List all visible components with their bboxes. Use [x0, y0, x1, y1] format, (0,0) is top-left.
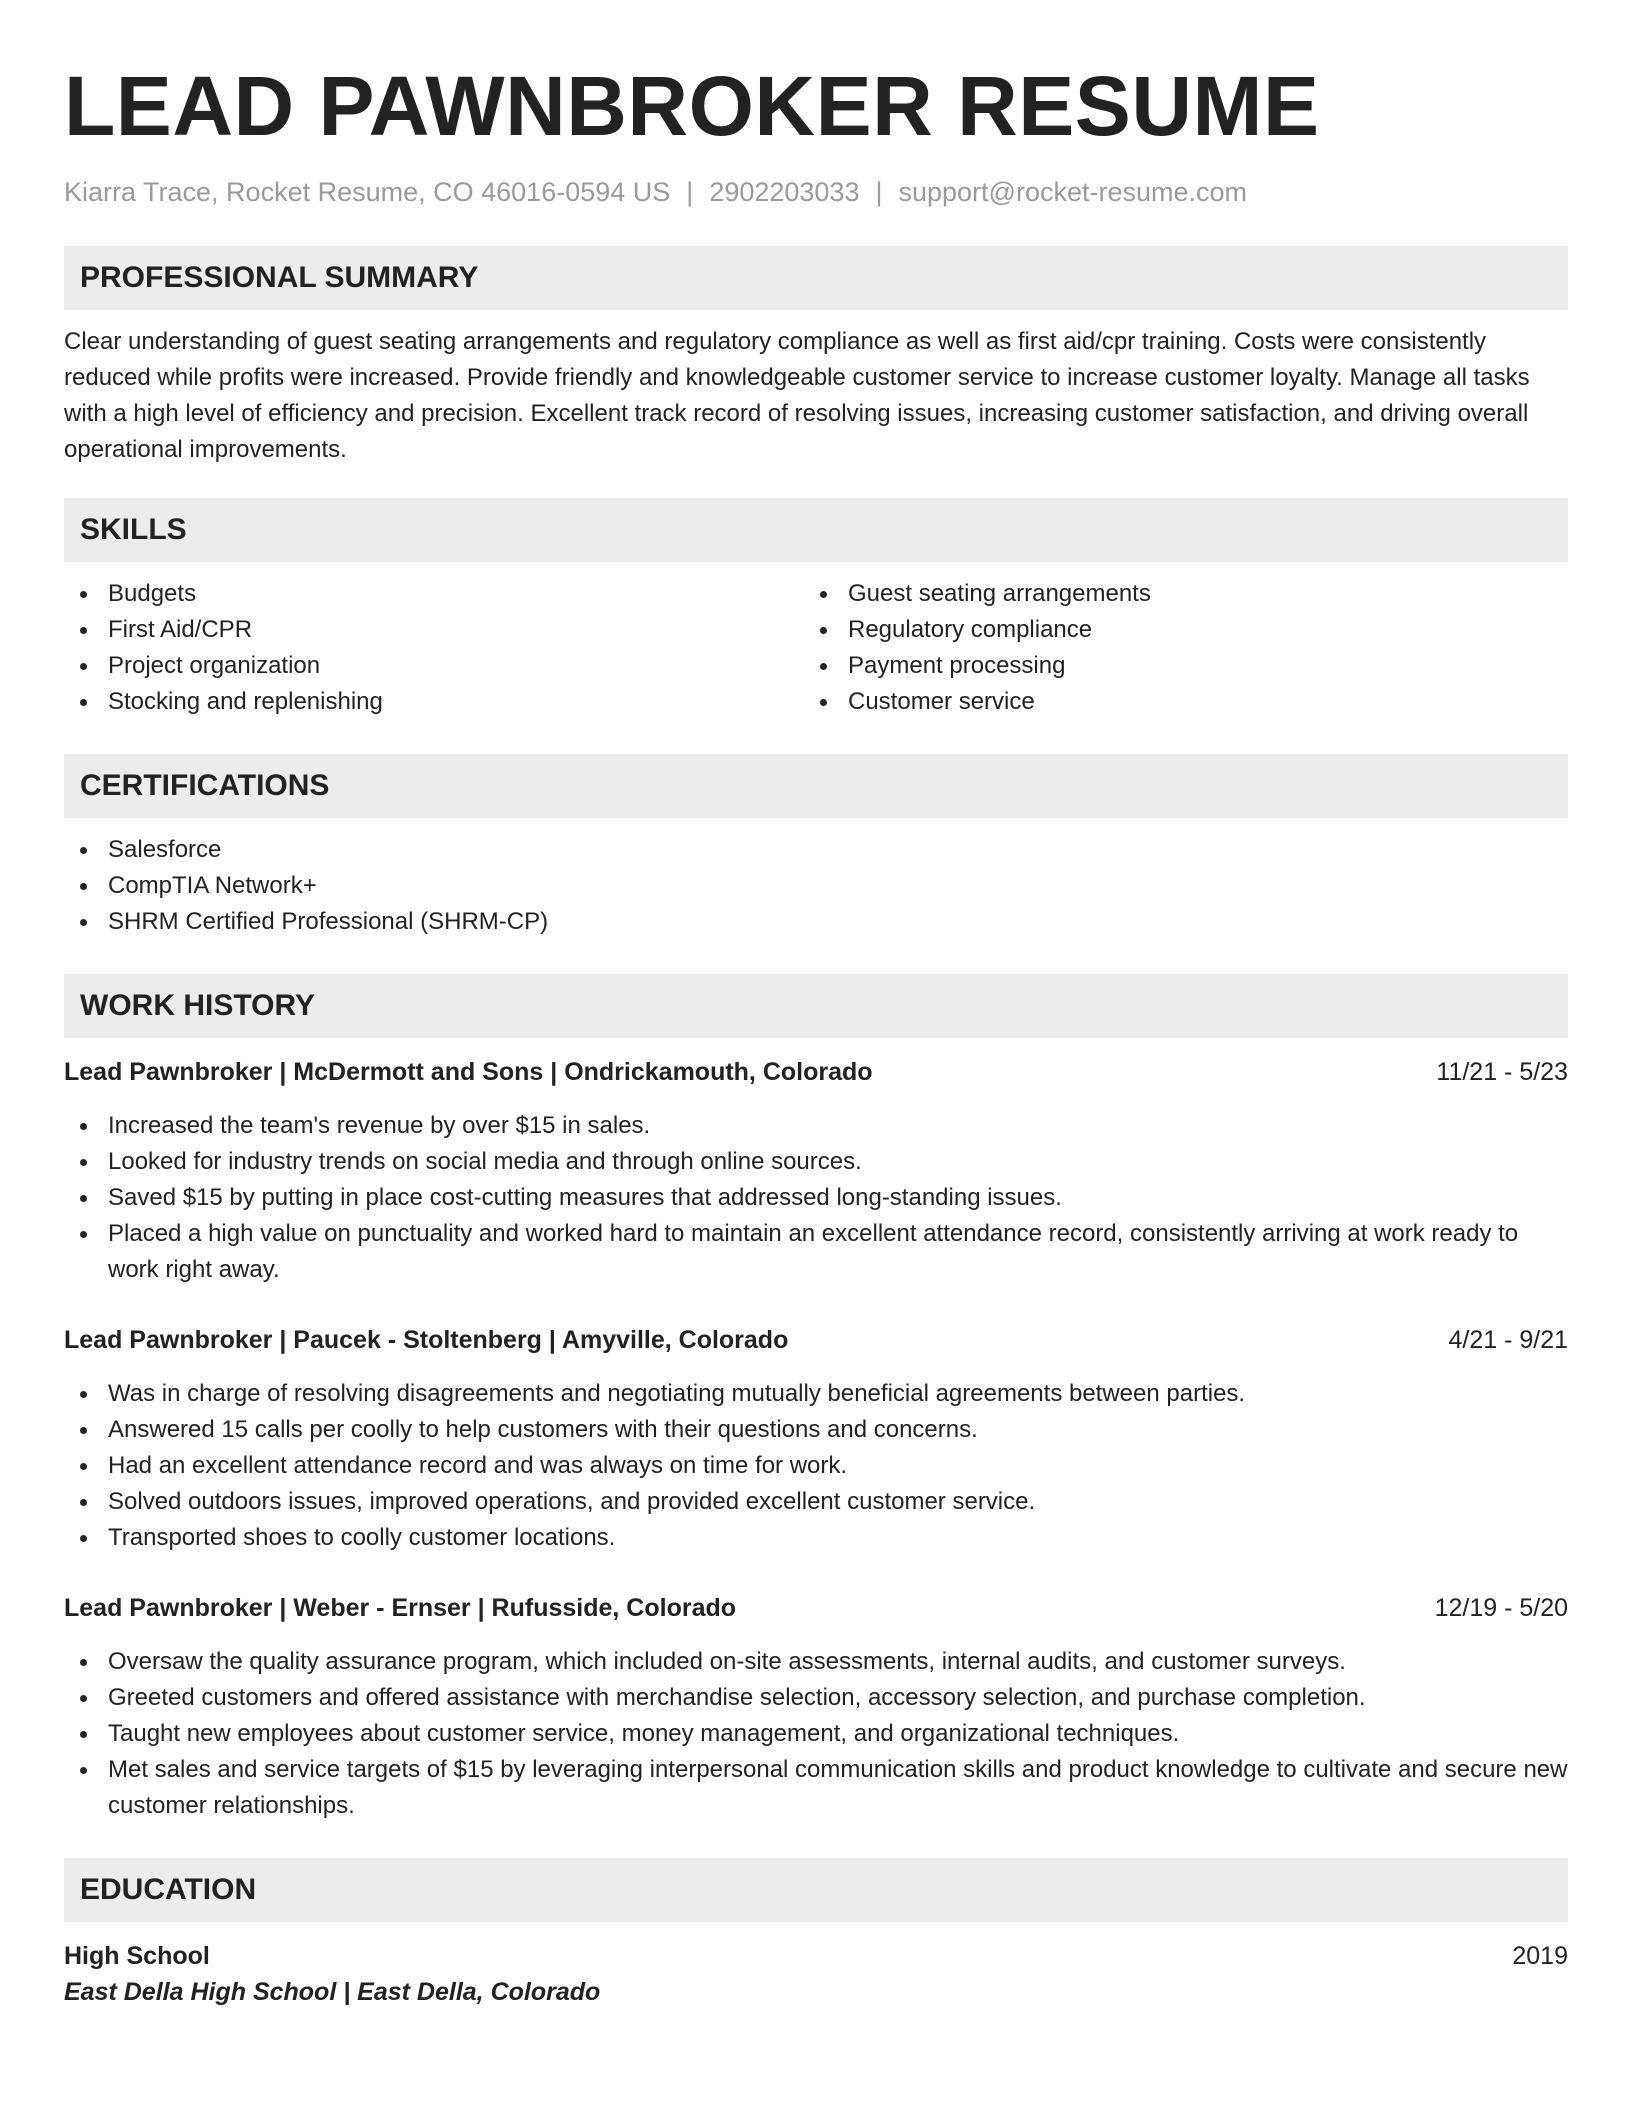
- skill-item: Stocking and replenishing: [64, 684, 804, 720]
- education-entry: [64, 1938, 1568, 2010]
- skills-left-list: [64, 576, 804, 720]
- job-bullet: Was in charge of resolving disagreements and negotiating mutually beneficial agreements between parties.: [64, 1376, 1568, 1412]
- job-bullet: Solved outdoors issues, improved operations, and provided excellent customer service.: [64, 1484, 1568, 1520]
- skill-item: Guest seating arrangements: [804, 576, 1544, 612]
- skill-item: First Aid/CPR: [64, 612, 804, 648]
- section-heading-skills: SKILLS: [64, 498, 1568, 562]
- job-bullets: [64, 1644, 1568, 1824]
- certification-item: CompTIA Network+: [64, 868, 1568, 904]
- skills-right-list: [804, 576, 1544, 720]
- job-dates: 4/21 - 9/21: [1448, 1326, 1568, 1354]
- job-bullet: Met sales and service targets of $15 by leveraging interpersonal communication skills and product knowledge to cultivate and secure new customer relationships.: [64, 1752, 1568, 1824]
- job-entry: [64, 1590, 1568, 1824]
- job-title: Lead Pawnbroker | Weber - Ernser | Rufusside, Colorado: [64, 1594, 737, 1622]
- skill-item: Customer service: [804, 684, 1544, 720]
- job-title: Lead Pawnbroker | McDermott and Sons | Ondrickamouth, Colorado: [64, 1058, 873, 1086]
- section-heading-education: EDUCATION: [64, 1858, 1568, 1922]
- section-heading-certifications: CERTIFICATIONS: [64, 754, 1568, 818]
- resume-title: LEAD PAWNBROKER RESUME: [64, 59, 1320, 153]
- job-dates: 11/21 - 5/23: [1436, 1058, 1568, 1086]
- job-bullet: Answered 15 calls per coolly to help customers with their questions and concerns.: [64, 1412, 1568, 1448]
- job-entry: [64, 1054, 1568, 1288]
- skill-item: Payment processing: [804, 648, 1544, 684]
- contact-email: support@rocket-resume.com: [898, 177, 1248, 207]
- certifications-list: [64, 832, 1568, 940]
- section-heading-summary: PROFESSIONAL SUMMARY: [64, 246, 1568, 310]
- education-year: 2019: [1512, 1942, 1568, 1970]
- job-bullet: Transported shoes to coolly customer locations.: [64, 1520, 1568, 1556]
- job-title: Lead Pawnbroker | Paucek - Stoltenberg | Amyville, Colorado: [64, 1326, 789, 1354]
- job-header: [64, 1322, 1568, 1358]
- education-school: East Della High School | East Della, Colorado: [64, 1978, 601, 2006]
- certification-item: Salesforce: [64, 832, 1568, 868]
- job-bullet: Had an excellent attendance record and was always on time for work.: [64, 1448, 1568, 1484]
- job-bullet: Saved $15 by putting in place cost-cutting measures that addressed long-standing issues.: [64, 1180, 1568, 1216]
- skill-item: Project organization: [64, 648, 804, 684]
- contact-phone: 2902203033: [709, 177, 860, 207]
- job-bullet: Increased the team's revenue by over $15 in sales.: [64, 1108, 1568, 1144]
- education-header: [64, 1938, 1568, 1974]
- job-bullets: [64, 1108, 1568, 1288]
- skills-grid: [64, 576, 1568, 720]
- skill-item: Regulatory compliance: [804, 612, 1544, 648]
- contact-separator: |: [875, 177, 883, 207]
- job-header: [64, 1054, 1568, 1090]
- job-bullet: Taught new employees about customer service, money management, and organizational techniques.: [64, 1716, 1568, 1752]
- job-header: [64, 1590, 1568, 1626]
- certification-item: SHRM Certified Professional (SHRM-CP): [64, 904, 1568, 940]
- job-dates: 12/19 - 5/20: [1434, 1594, 1568, 1622]
- contact-separator: |: [686, 177, 694, 207]
- job-entry: [64, 1322, 1568, 1556]
- job-bullets: [64, 1376, 1568, 1556]
- job-bullet: Placed a high value on punctuality and worked hard to maintain an excellent attendance record, consistently arriving at work ready to work right away.: [64, 1216, 1568, 1288]
- contact-line: [64, 174, 1568, 210]
- job-bullet: Oversaw the quality assurance program, which included on-site assessments, internal audits, and customer surveys.: [64, 1644, 1568, 1680]
- job-bullet: Greeted customers and offered assistance with merchandise selection, accessory selection, and purchase completion.: [64, 1680, 1568, 1716]
- contact-address: Kiarra Trace, Rocket Resume, CO 46016-0594 US: [64, 177, 671, 207]
- education-degree: High School: [64, 1942, 210, 1970]
- job-bullet: Looked for industry trends on social media and through online sources.: [64, 1144, 1568, 1180]
- skill-item: Budgets: [64, 576, 804, 612]
- section-heading-work-history: WORK HISTORY: [64, 974, 1568, 1038]
- summary-text: Clear understanding of guest seating arrangements and regulatory compliance as well as first aid/cpr training. Costs were consistently reduced while profits were increased. Provide friendly and knowledgeable customer service to increase customer loyalty. Manage all tasks with a high level of efficiency and precision. Excellent track record of resolving issues, increasing customer satisfaction, and driving overall operational improvements.: [64, 328, 1530, 463]
